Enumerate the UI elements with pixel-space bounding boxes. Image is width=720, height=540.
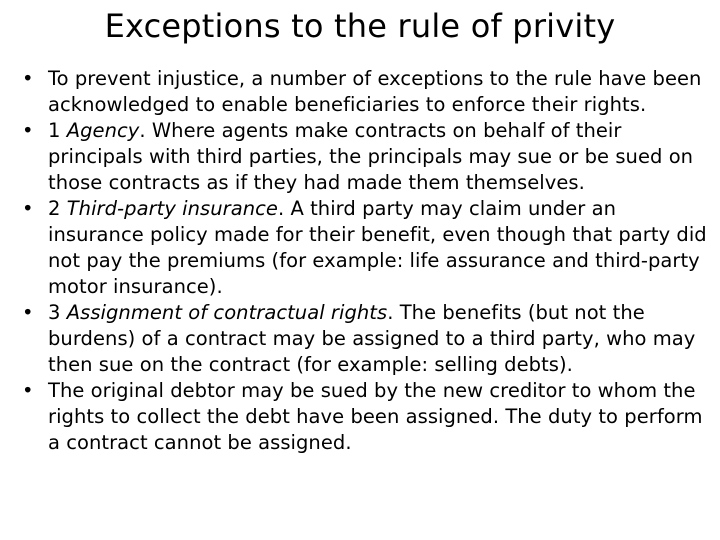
bullet-text: To prevent injustice, a number of exceptions to the rule have been acknowledged to enable beneficiaries to enforce their rights. bbox=[48, 67, 702, 116]
bullet-item bbox=[20, 118, 716, 196]
bullet-term: Third-party insurance bbox=[66, 197, 278, 220]
bullet-icon: • bbox=[22, 119, 34, 142]
bullet-item bbox=[20, 378, 716, 456]
bullet-item bbox=[20, 196, 716, 300]
bullet-term: Assignment of contractual rights bbox=[66, 301, 388, 324]
bullet-list bbox=[20, 66, 716, 456]
bullet-icon: • bbox=[22, 379, 34, 402]
bullet-term: Agency bbox=[66, 119, 140, 142]
bullet-icon: • bbox=[22, 197, 34, 220]
bullet-number: 2 bbox=[48, 197, 67, 220]
bullet-text: . A third party may claim under an insurance policy made for their benefit, even though that party did not pay the premiums (for example: life assurance and third-party motor insurance). bbox=[48, 197, 707, 298]
bullet-item bbox=[20, 66, 716, 118]
bullet-text: The original debtor may be sued by the new creditor to whom the rights to collect the debt have been assigned. The duty to perform a contract cannot be assigned. bbox=[48, 379, 703, 454]
bullet-number: 1 bbox=[48, 119, 67, 142]
bullet-icon: • bbox=[22, 67, 34, 90]
bullet-icon: • bbox=[22, 301, 34, 324]
bullet-text: . The benefits (but not the burdens) of a contract may be assigned to a third party, who may then sue on the contract (for example: selling debts). bbox=[48, 301, 696, 376]
bullet-item bbox=[20, 300, 716, 378]
bullet-text: . Where agents make contracts on behalf of their principals with third parties, the principals may sue or be sued on those contracts as if they had made them themselves. bbox=[48, 119, 694, 194]
slide-title: Exceptions to the rule of privity bbox=[104, 7, 616, 45]
bullet-number: 3 bbox=[48, 301, 67, 324]
